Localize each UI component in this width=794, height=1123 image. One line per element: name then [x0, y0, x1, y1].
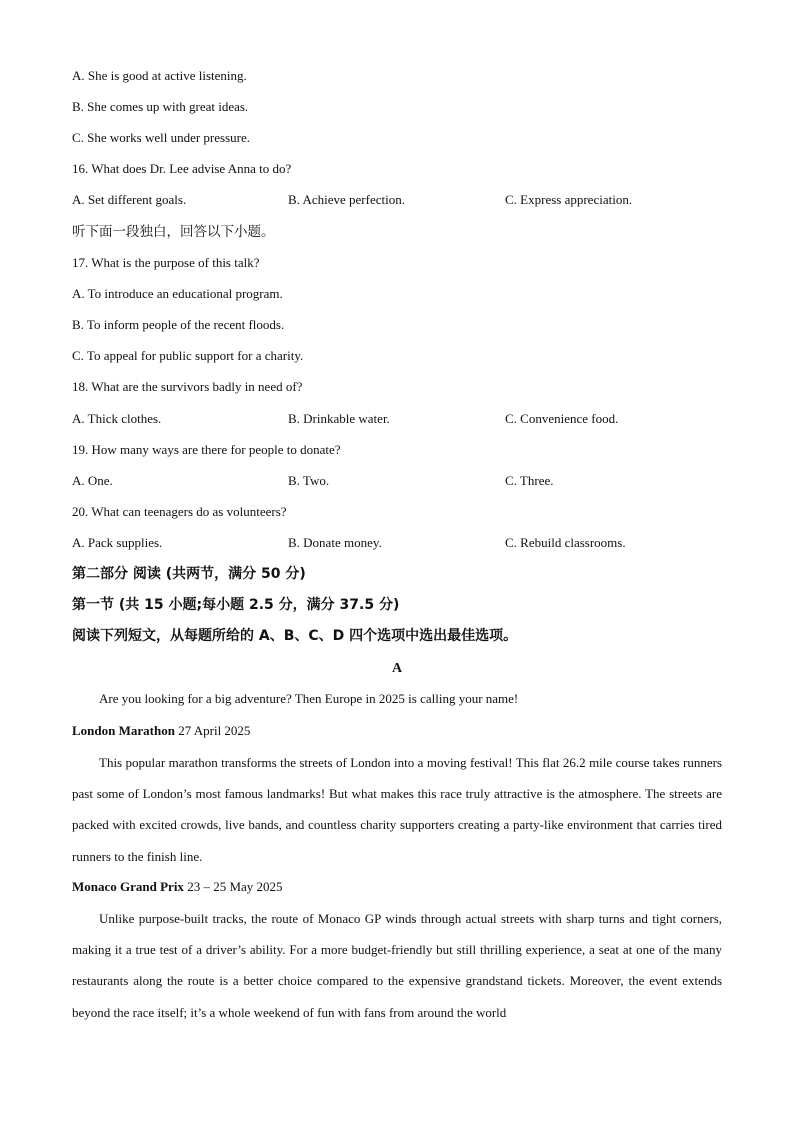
q17-option-b: B. To inform people of the recent floods. [72, 317, 285, 332]
q19-option-c: C. Three. [505, 473, 554, 488]
q20-option-a: A. Pack supplies. [72, 535, 163, 550]
event-heading [72, 879, 283, 895]
q18-question: 18. What are the survivors badly in need of? [72, 379, 303, 394]
event-description: This popular marathon transforms the streets of London into a moving festival! This flat 26.2 mile course takes runners past some of London’s most famous landmarks! But what makes this race truly attractive is the atmosphere. The streets are packed with excited crowds, live bands, and countless charity supporters creating a party-like environment that carries tired runners to the finish line. [72, 755, 722, 864]
q18-option-b: B. Drinkable water. [288, 411, 390, 426]
passage-label: A [391, 661, 403, 676]
event-date: 23 – 25 May 2025 [183, 879, 283, 894]
q16-option-b: B. Achieve perfection. [288, 192, 405, 207]
monologue-instruction: 听下面一段独白，回答以下小题。 [72, 224, 275, 240]
event-description: Unlike purpose-built tracks, the route of Monaco GP winds through actual streets with sharp turns and tight corners, making it a true test of a driver’s ability. For a more budget-friendly but still thrilling experience, a seat at one of the many restaurants along the route is a better choice compared to the expensive grandstand tickets. Moreover, the event extends beyond the race itself; it’s a whole weekend of fun with fans from around the world [72, 911, 722, 1020]
event-name: London Marathon [72, 723, 175, 738]
q19-question: 19. How many ways are there for people to donate? [72, 442, 341, 457]
reading-instruction: 阅读下列短文，从每题所给的 A、B、C、D 四个选项中选出最佳选项。 [72, 628, 518, 644]
q17-option-c: C. To appeal for public support for a charity. [72, 348, 304, 363]
q16-option-c: C. Express appreciation. [505, 192, 633, 207]
part2-title: 第二部分 阅读 (共两节，满分 50 分) [72, 566, 306, 582]
q15-option-a: A. She is good at active listening. [72, 68, 247, 83]
q18-option-c: C. Convenience food. [505, 411, 619, 426]
passage-intro: Are you looking for a big adventure? Then Europe in 2025 is calling your name! [99, 691, 519, 706]
q19-option-a: A. One. [72, 473, 113, 488]
q17-option-a: A. To introduce an educational program. [72, 286, 283, 301]
q15-option-b: B. She comes up with great ideas. [72, 99, 249, 114]
event-heading [72, 723, 250, 739]
q19-option-b: B. Two. [288, 473, 330, 488]
q18-option-a: A. Thick clothes. [72, 411, 162, 426]
q17-question: 17. What is the purpose of this talk? [72, 255, 260, 270]
q15-option-c: C. She works well under pressure. [72, 130, 250, 145]
q20-option-c: C. Rebuild classrooms. [505, 535, 626, 550]
q16-option-a: A. Set different goals. [72, 192, 187, 207]
q16-question: 16. What does Dr. Lee advise Anna to do? [72, 161, 292, 176]
event-date: 27 April 2025 [174, 723, 251, 738]
q20-option-b: B. Donate money. [288, 535, 382, 550]
q20-question: 20. What can teenagers do as volunteers? [72, 504, 287, 519]
section1-title: 第一节 (共 15 小题;每小题 2.5 分，满分 37.5 分) [72, 597, 400, 613]
event-name: Monaco Grand Prix [72, 879, 184, 894]
